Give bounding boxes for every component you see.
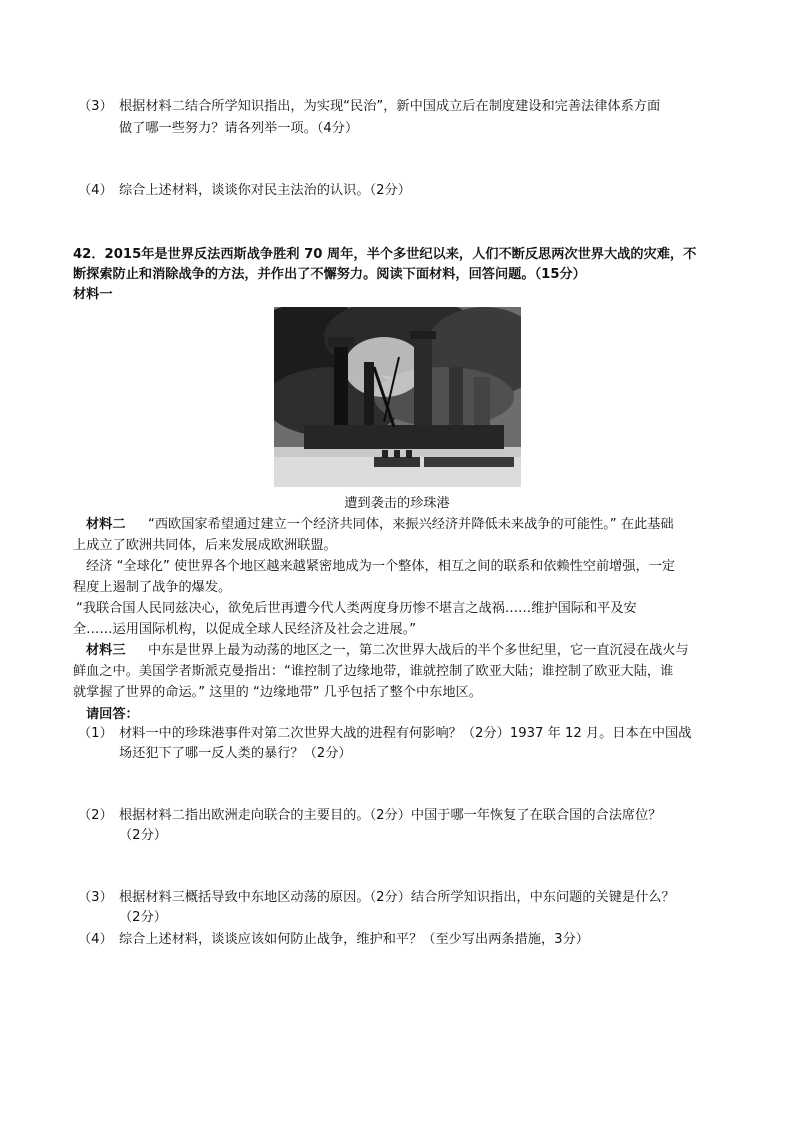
q1-number: （1） bbox=[78, 726, 113, 741]
material-2-line4: 程度上遏制了战争的爆发。 bbox=[73, 580, 232, 595]
q2-number: （2） bbox=[78, 808, 113, 823]
prev-q3-line1: 根据材料二结合所学知识指出，为实现“民治”，新中国成立后在制度建设和完善法律体系方面 bbox=[119, 99, 661, 114]
q3-line1: 根据材料三概括导致中东地区动荡的原因。（2分）结合所学知识指出，中东问题的关键是什么？ bbox=[119, 890, 675, 905]
material-3-line1: 中东是世界上最为动荡的地区之一，第二次世界大战后的半个多世纪里，它一直沉浸在战火与 bbox=[148, 643, 689, 658]
prev-q3-line2: 做了哪一些努力？请各列举一项。（4分） bbox=[119, 121, 359, 136]
answer-prompt: 请回答： bbox=[86, 707, 139, 722]
q2-line1: 根据材料二指出欧洲走向联合的主要目的。（2分）中国于哪一年恢复了在联合国的合法席位？ bbox=[119, 808, 662, 823]
prev-q4-number: （4） bbox=[78, 183, 113, 198]
q3-number: （3） bbox=[78, 890, 113, 905]
material-3-label: 材料三 bbox=[86, 643, 126, 658]
material-2-line1: “西欧国家希望通过建立一个经济共同体，来振兴经济并降低未来战争的可能性。” 在此基础 bbox=[148, 517, 674, 532]
q4-line1: 综合上述材料，谈谈应该如何防止战争，维护和平？（至少写出两条措施，3分） bbox=[119, 932, 589, 947]
material-3-line2: 鲜血之中。美国学者斯派克曼指出：“谁控制了边缘地带，谁就控制了欧亚大陆；谁控制了欧亚大陆，谁 bbox=[73, 664, 674, 679]
material-3-line3: 就掌握了世界的命运。” 这里的 “边缘地带” 几乎包括了整个中东地区。 bbox=[73, 685, 482, 700]
material-2-line6: 全……运用国际机构，以促成全球人民经济及社会之进展。” bbox=[73, 622, 417, 637]
q2-line2: （2分） bbox=[119, 828, 167, 843]
pearl-harbor-photo bbox=[274, 307, 521, 487]
q42-intro-line1: 42．2015年是世界反法西斯战争胜利 70 周年，半个多世纪以来，人们不断反思两次世界大战的灾难，不 bbox=[73, 247, 697, 262]
q4-number: （4） bbox=[78, 932, 113, 947]
prev-q4-line1: 综合上述材料，谈谈你对民主法治的认识。（2分） bbox=[119, 183, 411, 198]
material-1-label: 材料一 bbox=[73, 287, 113, 302]
material-2-label: 材料二 bbox=[86, 517, 126, 532]
material-2-line5: “我联合国人民同兹决心，欲免后世再遭今代人类两度身历惨不堪言之战祸……维护国际和平及安 bbox=[76, 601, 637, 616]
q42-intro-line2: 断探索防止和消除战争的方法，并作出了不懈努力。阅读下面材料，回答问题。（15分） bbox=[73, 267, 586, 282]
photo-caption: 遭到袭击的珍珠港 bbox=[344, 496, 450, 511]
battleship-smoke-illustration bbox=[274, 307, 521, 487]
q1-line1: 材料一中的珍珠港事件对第二次世界大战的进程有何影响？（2分）1937 年 12 月。日本在中国战 bbox=[119, 726, 692, 741]
material-2-line2: 上成立了欧洲共同体，后来发展成欧洲联盟。 bbox=[73, 538, 337, 553]
material-2-line3: 经济 “全球化” 使世界各个地区越来越紧密地成为一个整体，相互之间的联系和依赖性空前增强，一定 bbox=[86, 559, 676, 574]
prev-q3-number: （3） bbox=[78, 99, 113, 114]
q1-line2: 场还犯下了哪一反人类的暴行？（2分） bbox=[119, 746, 352, 761]
q3-line2: （2分） bbox=[119, 910, 167, 925]
